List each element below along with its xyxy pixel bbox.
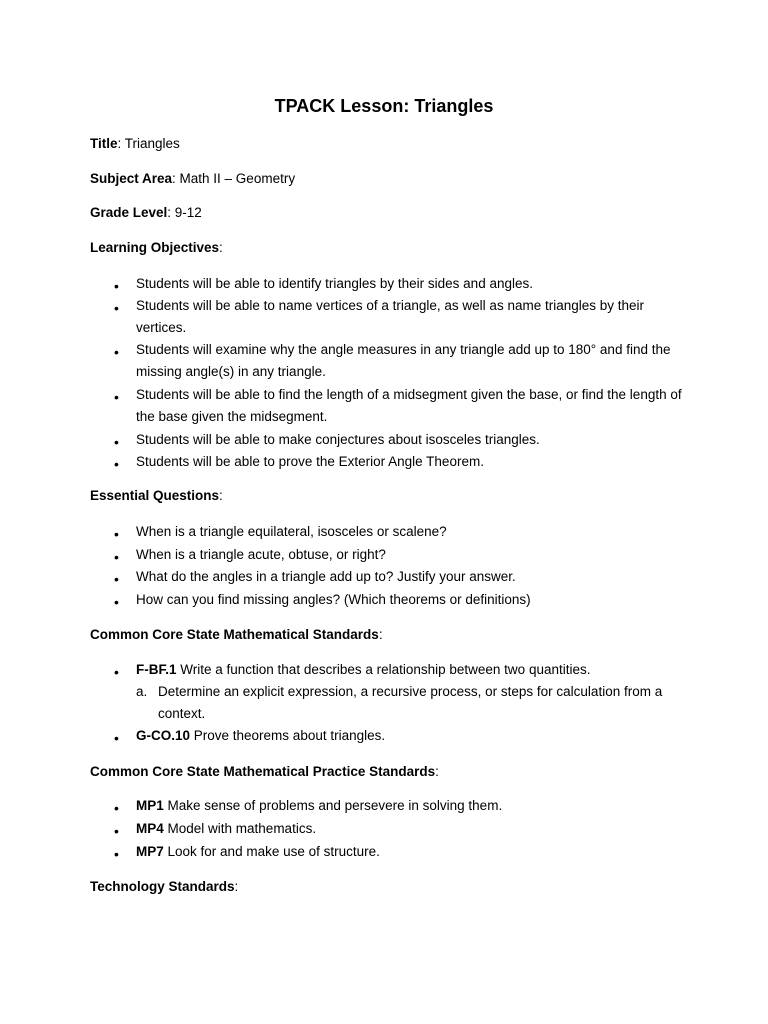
bullet-icon: • <box>114 823 119 839</box>
standard-item <box>136 659 696 681</box>
heading-colon: : <box>219 240 223 255</box>
sub-item-marker: a. <box>136 684 148 699</box>
bullet-icon: • <box>114 800 119 816</box>
title-value: : Triangles <box>117 136 180 151</box>
standard-code: G-CO.10 <box>136 728 191 743</box>
practice-item <box>136 795 696 817</box>
question-item: What do the angles in a triangle add up to? Justify your answer. <box>136 569 516 584</box>
document-title: TPACK Lesson: Triangles <box>274 96 494 116</box>
essential-questions-heading <box>90 488 223 503</box>
bullet-icon: • <box>114 571 119 587</box>
question-item: When is a triangle equilateral, isosceles or scalene? <box>136 524 447 539</box>
subject-area-value: : Math II – Geometry <box>172 171 296 186</box>
technology-standards-heading-text: Technology Standards <box>90 879 235 894</box>
ccss-math-heading-text: Common Core State Mathematical Standards <box>90 627 379 642</box>
technology-standards-heading <box>90 879 238 894</box>
objective-item: Students will be able to name vertices of a triangle, as well as name triangles by their vertices. <box>136 298 645 335</box>
bullet-icon: • <box>114 278 119 294</box>
title-field <box>90 136 180 151</box>
sub-item-text: Determine an explicit expression, a recursive process, or steps for calculation from a context. <box>158 684 663 721</box>
bullet-icon: • <box>114 300 119 316</box>
question-item: How can you find missing angles? (Which theorems or definitions) <box>136 592 531 607</box>
grade-level-value: : 9-12 <box>167 205 202 220</box>
standard-item <box>136 725 696 747</box>
standard-text: Prove theorems about triangles. <box>190 728 386 743</box>
title-label: Title <box>90 136 118 151</box>
bullet-icon: • <box>114 594 119 610</box>
heading-colon: : <box>378 627 383 642</box>
ccss-math-heading <box>90 627 383 642</box>
bullet-icon: • <box>114 434 119 450</box>
practice-code: MP1 <box>136 798 164 813</box>
bullet-icon: • <box>114 389 119 405</box>
heading-colon: : <box>435 764 439 779</box>
subject-area-label: Subject Area <box>90 171 173 186</box>
bullet-icon: • <box>114 730 119 746</box>
practice-text: Look for and make use of structure. <box>163 844 380 859</box>
practice-item <box>136 841 696 863</box>
objective-item: Students will be able to prove the Exterior Angle Theorem. <box>136 454 484 469</box>
essential-questions-heading-text: Essential Questions <box>90 488 220 503</box>
objective-item: Students will be able to identify triangles by their sides and angles. <box>136 276 533 291</box>
learning-objectives-heading-text: Learning Objectives <box>90 240 220 255</box>
ccss-practice-heading <box>90 764 439 779</box>
bullet-icon: • <box>114 549 119 565</box>
bullet-icon: • <box>114 846 119 862</box>
standard-code: F-BF.1 <box>136 662 177 677</box>
bullet-icon: • <box>114 456 119 472</box>
bullet-icon: • <box>114 526 119 542</box>
heading-colon: : <box>234 879 239 894</box>
practice-code: MP4 <box>136 821 164 836</box>
practice-text: Model with mathematics. <box>163 821 317 836</box>
bullet-icon: • <box>114 344 119 360</box>
subject-area-field <box>90 171 295 186</box>
objective-item: Students will be able to find the length of a midsegment given the base, or find the length of the base given the midsegment. <box>136 387 682 424</box>
objective-item: Students will be able to make conjectures about isosceles triangles. <box>136 432 540 447</box>
question-item: When is a triangle acute, obtuse, or right? <box>136 547 386 562</box>
grade-level-field <box>90 205 202 220</box>
bullet-icon: • <box>114 664 119 680</box>
practice-code: MP7 <box>136 844 164 859</box>
learning-objectives-heading <box>90 240 223 255</box>
practice-text: Make sense of problems and persevere in solving them. <box>163 798 503 813</box>
practice-item <box>136 818 696 840</box>
grade-level-label: Grade Level <box>90 205 168 220</box>
standard-text: Write a function that describes a relationship between two quantities. <box>176 662 591 677</box>
objective-item: Students will examine why the angle measures in any triangle add up to 180° and find the missing angle(s) in any triangle. <box>136 342 671 379</box>
ccss-practice-heading-text: Common Core State Mathematical Practice Standards <box>90 764 436 779</box>
heading-colon: : <box>219 488 223 503</box>
